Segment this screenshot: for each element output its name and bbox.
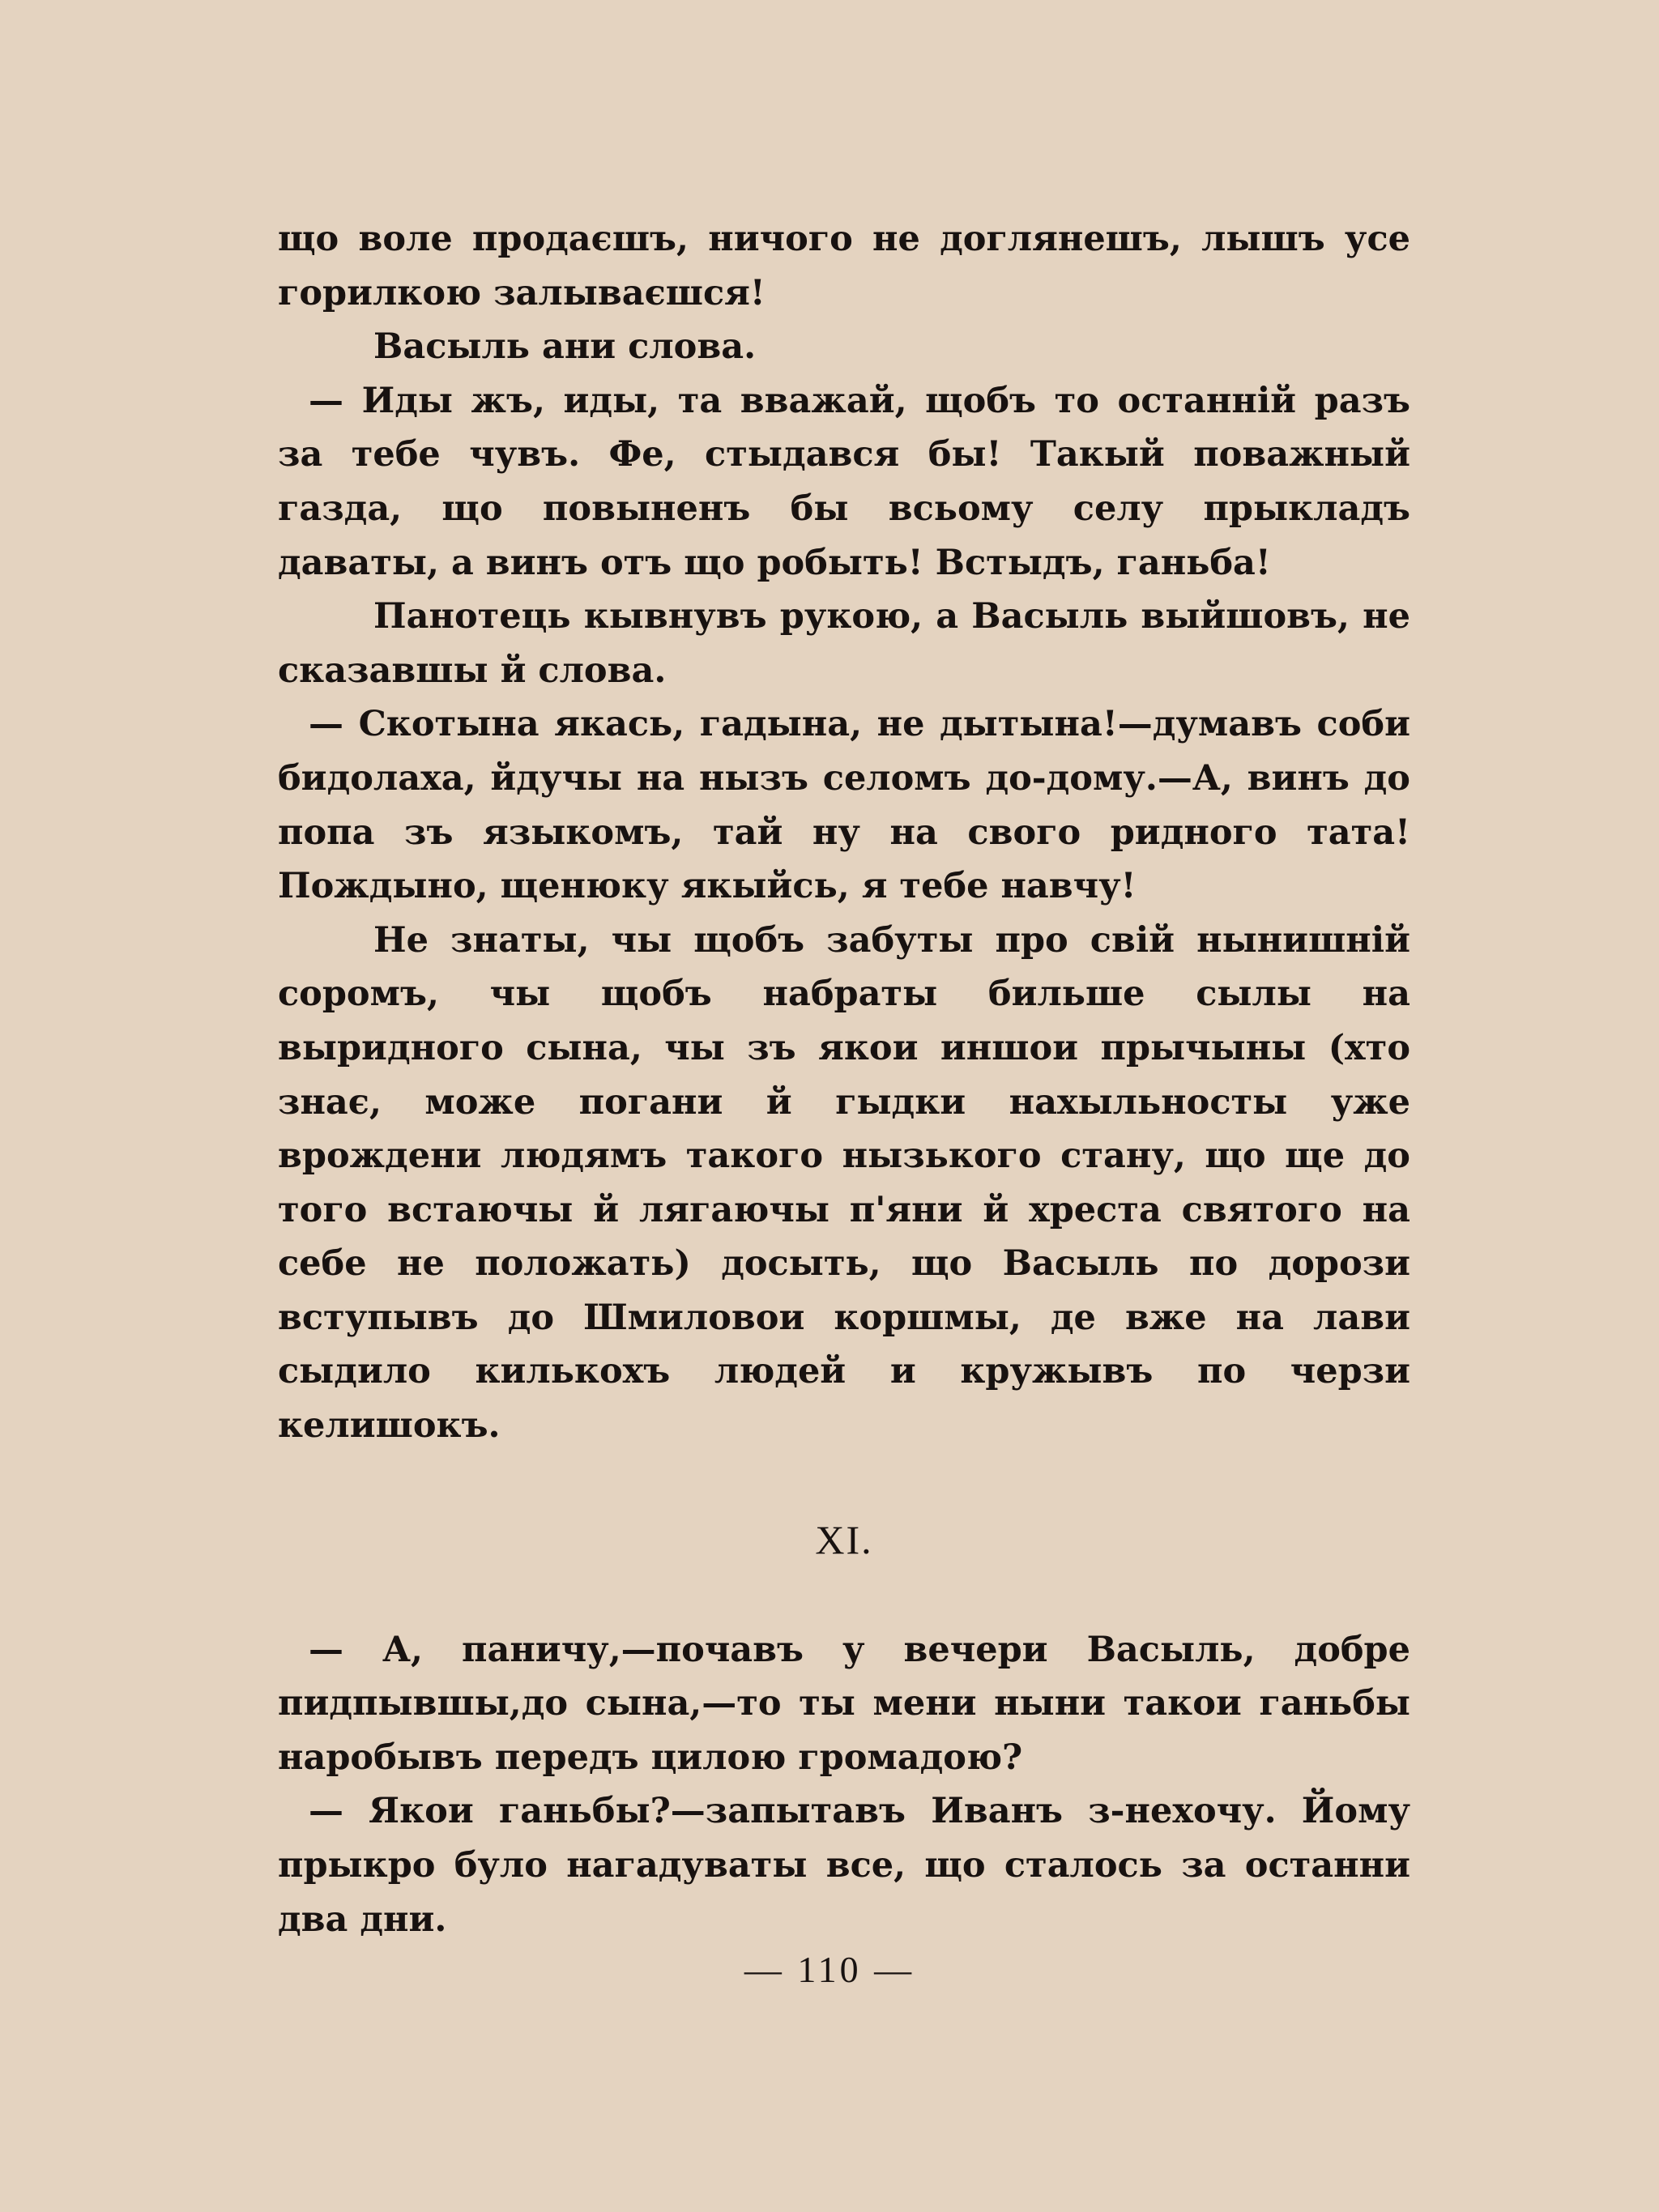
paragraph-7: — А, паничу,—почавъ у вечери Васыль, добре пидпывшы,до сына,—то ты мени ныни такои ганьбы наробывъ передъ цилою громадою?: [278, 1629, 1410, 1778]
paragraph-4: Панотець кывнувъ рукою, а Васыль выйшовъ, не сказавшы й слова.: [278, 596, 1410, 691]
paragraph-6: Не знаты, чы щобъ забуты про свій нынишній соромъ, чы щобъ набраты бильше сылы на выридного сына, чы зъ якои иншои прычыны (хто знає, може погани й гыдки нахыльносты уже врождени людямъ такого нызького стану, що ще до того встаючы й лягаючы п'яни й хреста святого на себе не положать) досыть, що Васыль по дорози вступывъ до Шмиловои коршмы, де вже на лави сыдило килькохъ людей и кружывъ по черзи келишокъ.: [278, 919, 1410, 1447]
page-number: — 110 —: [744, 1949, 915, 1990]
paragraph-3: — Иды жъ, иды, та вважай, щобъ то останній разъ за тебе чувъ. Фе, стыдався бы! Такый поважный газда, що повыненъ бы всьому селу прыкладъ даваты, а винъ отъ що робыть! Встыдъ, ганьба!: [278, 380, 1410, 583]
paragraph-2: Васыль ани слова.: [373, 326, 757, 368]
page-body: [278, 212, 1410, 1946]
paragraph-5: — Скотына якась, гадына, не дытына!—думавъ соби бидолаха, йдучы на нызъ селомъ до-дому.—А, винъ до попа зъ языкомъ, тай ну на свого ридного тата! Пождыно, щенюку якыйсь, я тебе навчу!: [278, 704, 1410, 907]
chapter-heading: XI.: [815, 1516, 873, 1562]
paragraph-8: — Якои ганьбы?—запытавъ Иванъ з-нехочу. Йому прыкро було нагадуваты все, що сталось за останни два дни.: [278, 1791, 1410, 1940]
paragraph-1: що воле продаєшъ, ничого не доглянешъ, лышъ усе горилкою залываєшся!: [278, 219, 1410, 313]
